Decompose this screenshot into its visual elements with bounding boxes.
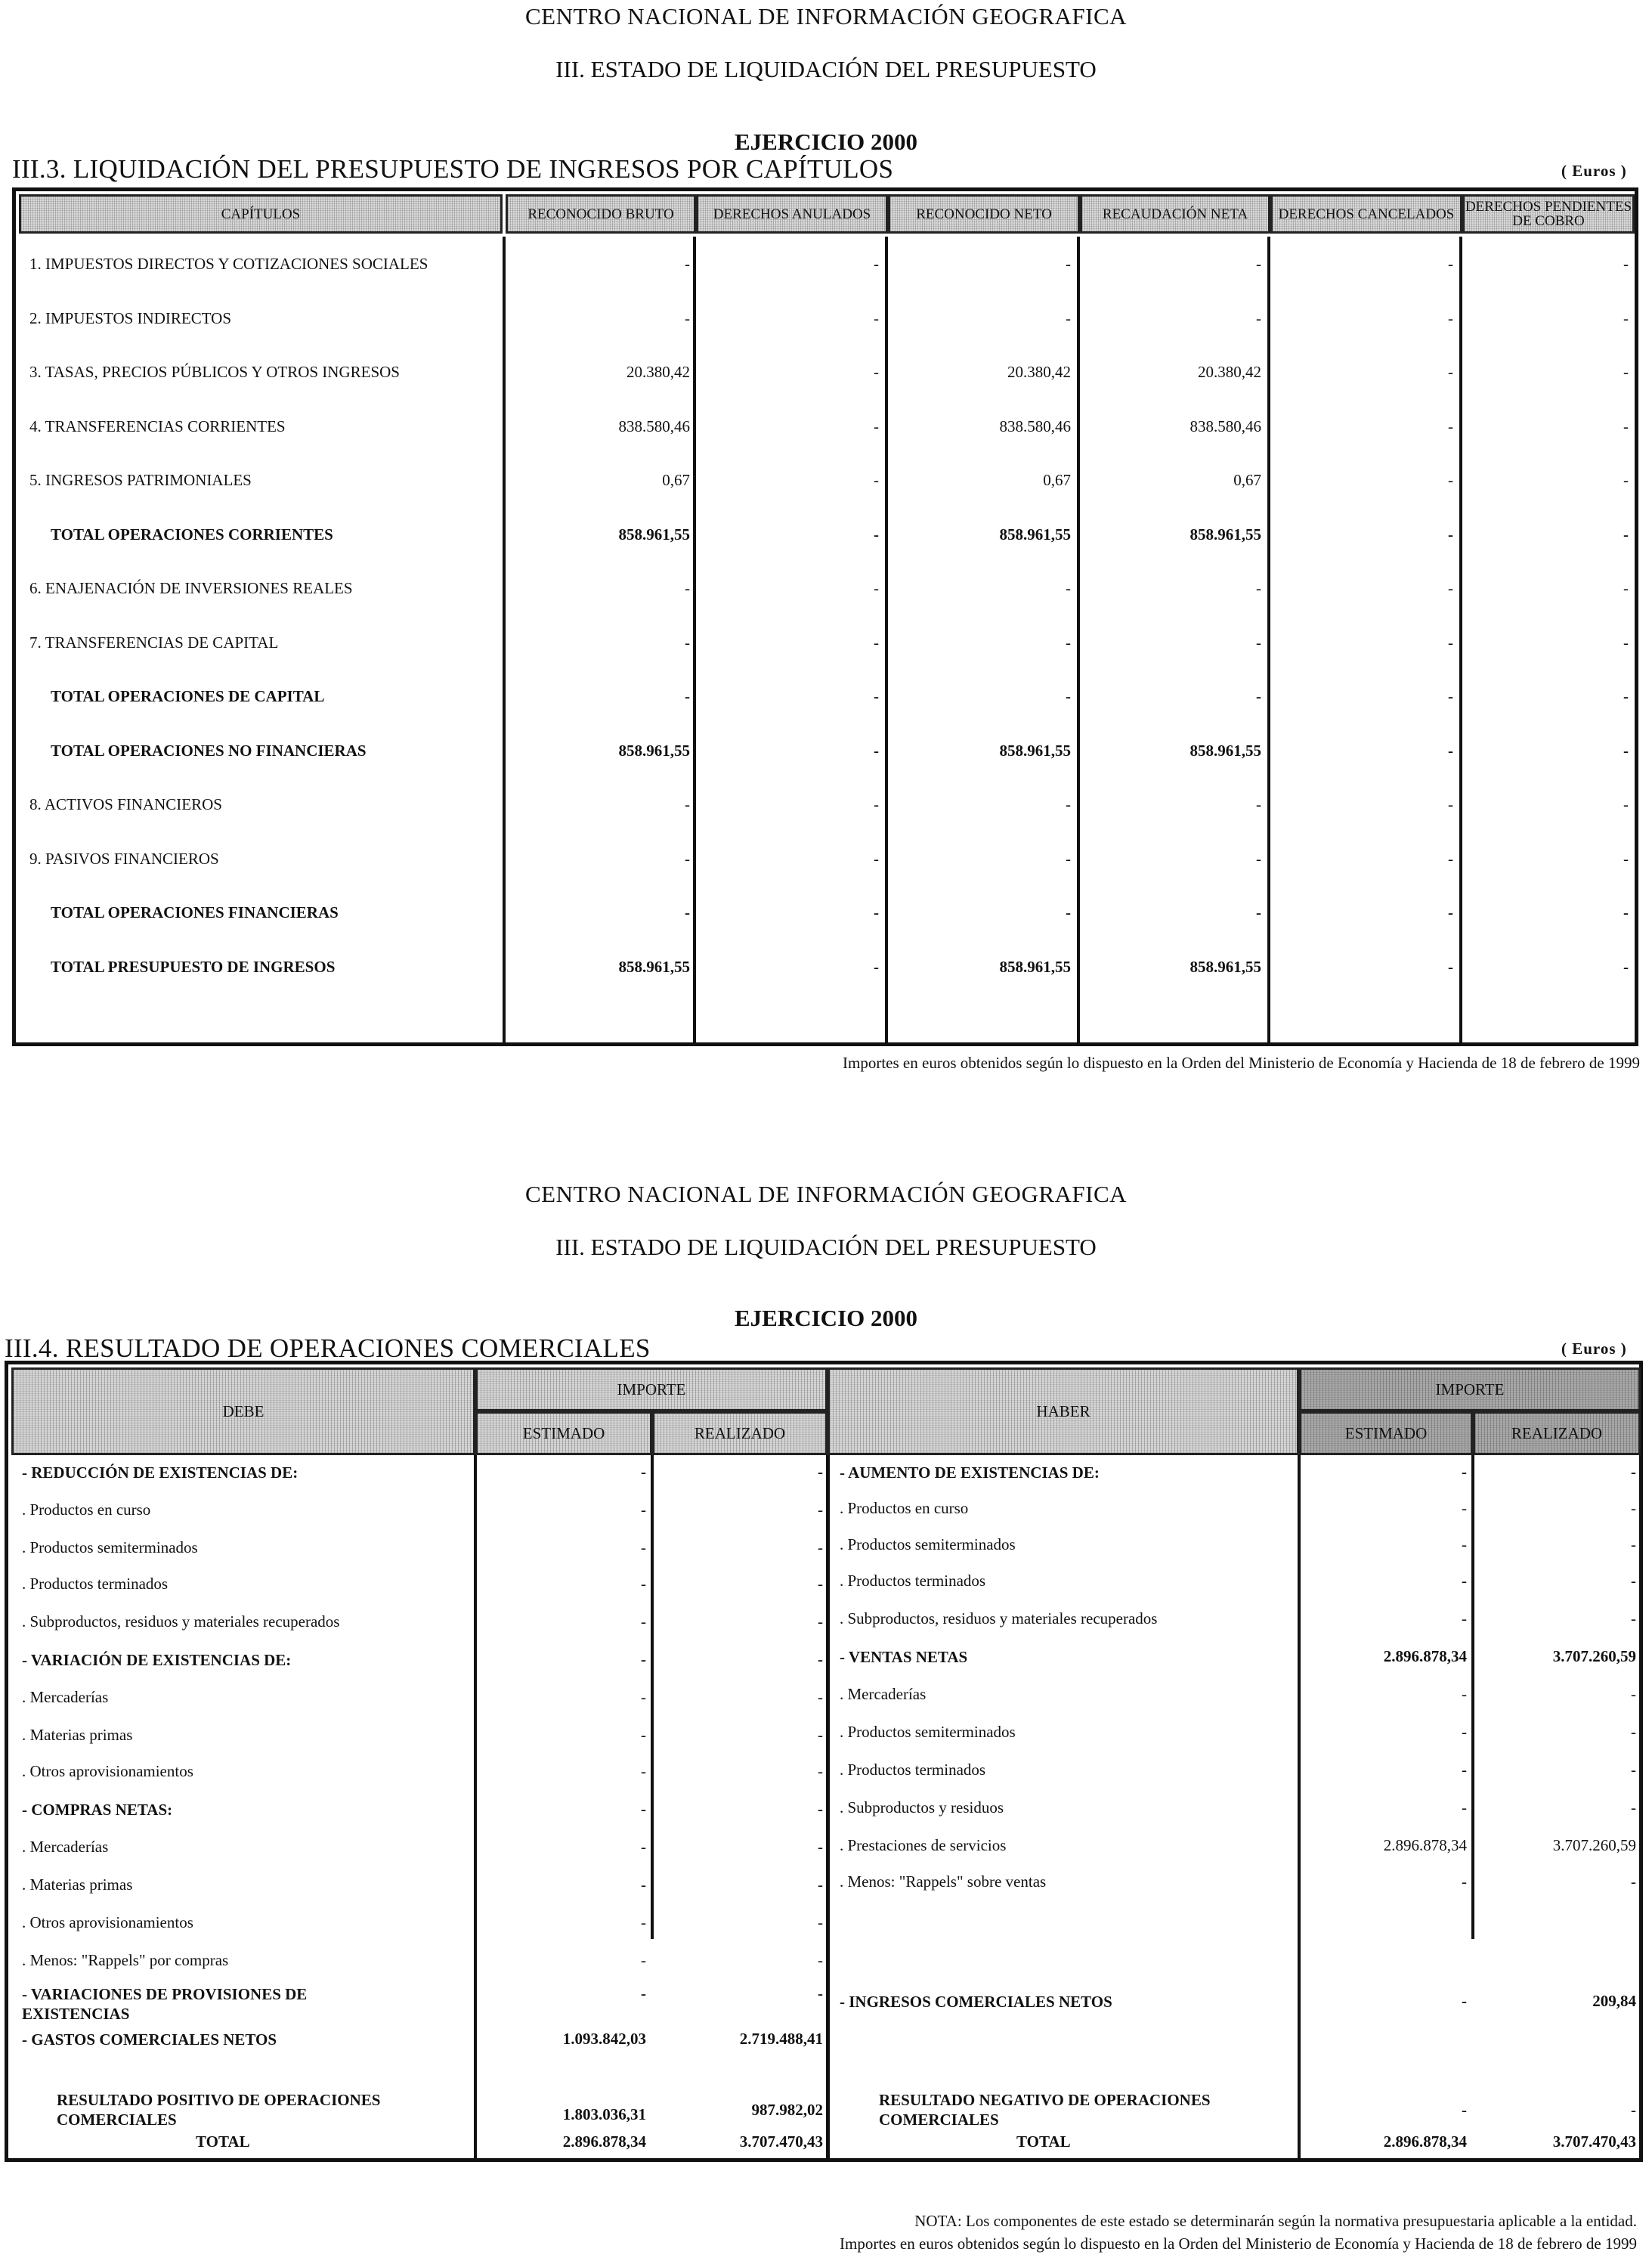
table1-cell: 858.961,55: [618, 525, 690, 544]
table1-cell: -: [1256, 850, 1261, 868]
debe-row-estimado: -: [641, 1800, 646, 1818]
table1-cell: -: [1448, 255, 1453, 273]
debe-row-label: . Mercaderías: [22, 1688, 109, 1706]
debe-row-label: . Materias primas: [22, 1726, 133, 1744]
haber-row-estimado: -: [1462, 1992, 1467, 2010]
table1-cell: -: [1066, 687, 1071, 705]
table1-cell: -: [1448, 742, 1453, 760]
table1-title: III.3. LIQUIDACIÓN DEL PRESUPUESTO DE INGRESOS POR CAPÍTULOS: [12, 154, 894, 184]
table1-cell: -: [685, 850, 690, 868]
resultado-positivo-label: RESULTADO POSITIVO DE OPERACIONES COMERCIALES: [57, 2091, 381, 2129]
debe-row-estimado: -: [641, 1984, 646, 2002]
debe-row-realizado: -: [818, 1463, 823, 1481]
table1-cell: -: [874, 633, 879, 652]
header-importe-debe: IMPORTE: [475, 1367, 828, 1411]
debe-row-realizado: -: [818, 1650, 823, 1668]
haber-row-realizado: -: [1631, 1609, 1636, 1628]
haber-row-label: . Productos semiterminados: [840, 1723, 1016, 1741]
resultado-positivo-estimado: 1.803.036,31: [562, 2105, 646, 2123]
haber-row-estimado: -: [1462, 1463, 1467, 1481]
haber-row-estimado: -: [1462, 1761, 1467, 1779]
table1-cell: -: [874, 363, 879, 381]
haber-row-realizado: 3.707.260,59: [1552, 1647, 1636, 1665]
table1-cell: -: [874, 850, 879, 868]
total-haber-realizado: 3.707.470,43: [1552, 2132, 1636, 2151]
table1-cell: -: [1448, 417, 1453, 435]
table1-cell: 838.580,46: [618, 417, 690, 435]
debe-row-label: - VARIACIÓN DE EXISTENCIAS DE:: [22, 1651, 292, 1669]
debe-row-estimado: -: [641, 1650, 646, 1668]
header-derechos-cancelados: DERECHOS CANCELADOS: [1270, 194, 1462, 234]
table1-cell: -: [685, 633, 690, 652]
table1-cell: -: [1256, 795, 1261, 813]
header-debe: DEBE: [11, 1367, 475, 1455]
table1-cell: -: [1448, 633, 1453, 652]
page1-section-title: III. ESTADO DE LIQUIDACIÓN DEL PRESUPUESTO: [555, 56, 1097, 82]
table1-row-label: TOTAL OPERACIONES CORRIENTES: [51, 525, 333, 544]
haber-row-estimado: -: [1462, 1872, 1467, 1891]
commercial-operations-table: [5, 1361, 1643, 2162]
total-haber-label: TOTAL: [1016, 2132, 1071, 2151]
table1-row-label: 8. ACTIVOS FINANCIEROS: [29, 795, 222, 813]
table1-cell: -: [1448, 795, 1453, 813]
header-derechos-pendientes: DERECHOS PENDIENTES DE COBRO: [1462, 194, 1635, 234]
debe-row-label: - COMPRAS NETAS:: [22, 1801, 173, 1819]
table1-units: ( Euros ): [1561, 162, 1627, 180]
table1-cell: -: [874, 525, 879, 544]
haber-row-estimado: -: [1462, 1723, 1467, 1741]
table1-cell: -: [685, 795, 690, 813]
debe-row-estimado: -: [641, 1501, 646, 1519]
table1-cell: 20.380,42: [1007, 363, 1071, 381]
table1-cell: -: [1623, 579, 1629, 597]
haber-row-realizado: 3.707.260,59: [1552, 1836, 1636, 1854]
table1-cell: 858.961,55: [1190, 742, 1261, 760]
table1-cell: 20.380,42: [626, 363, 690, 381]
haber-row-realizado: -: [1631, 1798, 1636, 1816]
page2-ejercicio: EJERCICIO 2000: [734, 1305, 917, 1331]
table1-cell: -: [1448, 525, 1453, 544]
haber-row-realizado: -: [1631, 1463, 1636, 1481]
total-haber-estimado: 2.896.878,34: [1383, 2132, 1467, 2151]
table1-row-label: 3. TASAS, PRECIOS PÚBLICOS Y OTROS INGRESOS: [29, 363, 400, 381]
page2-section-title: III. ESTADO DE LIQUIDACIÓN DEL PRESUPUESTO: [555, 1234, 1097, 1260]
resultado-negativo-realizado: -: [1631, 2101, 1636, 2119]
table1-cell: 838.580,46: [1190, 417, 1261, 435]
table1-cell: 0,67: [662, 471, 690, 489]
table1-row-label: 6. ENAJENACIÓN DE INVERSIONES REALES: [29, 579, 353, 597]
table1-cell: -: [1066, 579, 1071, 597]
table1-cell: -: [1623, 363, 1629, 381]
haber-row-label: . Prestaciones de servicios: [840, 1836, 1007, 1854]
table2-nota: NOTA: Los componentes de este estado se determinarán según la normativa presupuestaria aplicable a la entidad.: [914, 2212, 1637, 2230]
table1-cell: 0,67: [1043, 471, 1071, 489]
debe-row-estimado: 1.093.842,03: [562, 2030, 646, 2048]
header-realizado-debe: REALIZADO: [652, 1411, 828, 1455]
table1-cell: -: [1623, 633, 1629, 652]
table1-cell: -: [1066, 903, 1071, 921]
debe-row-estimado: -: [641, 1575, 646, 1593]
table1-cell: -: [685, 255, 690, 273]
haber-row-estimado: -: [1462, 1609, 1467, 1628]
debe-row-estimado: -: [641, 1838, 646, 1856]
table1-cell: -: [874, 471, 879, 489]
table1-cell: 838.580,46: [999, 417, 1071, 435]
table1-row-label: TOTAL OPERACIONES DE CAPITAL: [51, 687, 325, 705]
debe-row-label: . Subproductos, residuos y materiales recuperados: [22, 1612, 340, 1631]
debe-row-label: . Productos en curso: [22, 1501, 151, 1519]
table1-row-label: 7. TRANSFERENCIAS DE CAPITAL: [29, 633, 279, 652]
debe-row-label: . Productos semiterminados: [22, 1538, 198, 1556]
table1-cell: -: [1066, 309, 1071, 327]
haber-row-realizado: -: [1631, 1572, 1636, 1590]
resultado-positivo-realizado: 987.982,02: [751, 2101, 823, 2119]
table1-cell: -: [1623, 255, 1629, 273]
debe-row-realizado: -: [818, 1688, 823, 1706]
table1-cell: -: [1623, 850, 1629, 868]
page1-org-title: CENTRO NACIONAL DE INFORMACIÓN GEOGRAFICA: [524, 3, 1128, 29]
table1-cell: -: [1256, 309, 1261, 327]
table1-cell: -: [1256, 633, 1261, 652]
haber-row-estimado: -: [1462, 1685, 1467, 1703]
table1-cell: -: [1256, 255, 1261, 273]
debe-row-realizado: -: [818, 1612, 823, 1631]
table1-row-label: 1. IMPUESTOS DIRECTOS Y COTIZACIONES SOCIALES: [29, 255, 428, 273]
table2-title: III.4. RESULTADO DE OPERACIONES COMERCIALES: [5, 1333, 651, 1363]
table1-cell: -: [1256, 903, 1261, 921]
header-haber: HABER: [828, 1367, 1299, 1455]
haber-row-estimado: -: [1462, 1535, 1467, 1553]
table2-footnote: Importes en euros obtenidos según lo dispuesto en la Orden del Ministerio de Economía y Hacienda de 18 de febrero de 1999: [840, 2235, 1637, 2253]
income-budget-table: [12, 187, 1638, 1046]
column-divider: [826, 1455, 830, 2158]
table1-cell: 858.961,55: [618, 742, 690, 760]
debe-row-label: . Materias primas: [22, 1875, 133, 1894]
debe-row-realizado: -: [818, 1501, 823, 1519]
haber-row-label: . Menos: "Rappels" sobre ventas: [840, 1872, 1047, 1891]
haber-row-label: - VENTAS NETAS: [840, 1648, 968, 1666]
table1-cell: 858.961,55: [999, 742, 1071, 760]
table1-cell: -: [1448, 958, 1453, 976]
table1-cell: 858.961,55: [999, 958, 1071, 976]
debe-row-realizado: 2.719.488,41: [739, 2030, 823, 2048]
table1-cell: -: [1623, 687, 1629, 705]
table1-row-label: TOTAL OPERACIONES FINANCIERAS: [51, 903, 339, 921]
debe-row-realizado: -: [818, 1726, 823, 1744]
debe-row-realizado: -: [818, 1538, 823, 1556]
header-estimado-haber: ESTIMADO: [1299, 1411, 1473, 1455]
table1-cell: -: [1623, 958, 1629, 976]
table1-cell: -: [685, 903, 690, 921]
haber-row-label: . Productos semiterminados: [840, 1535, 1016, 1553]
table1-cell: -: [685, 687, 690, 705]
haber-row-estimado: -: [1462, 1798, 1467, 1816]
debe-row-realizado: -: [818, 1800, 823, 1818]
table2-units: ( Euros ): [1561, 1340, 1627, 1358]
haber-row-estimado: -: [1462, 1499, 1467, 1517]
table1-cell: -: [1066, 795, 1071, 813]
table1-cell: -: [1066, 850, 1071, 868]
table1-cell: -: [1448, 471, 1453, 489]
table1-cell: -: [1623, 417, 1629, 435]
debe-row-realizado: -: [818, 1984, 823, 2002]
table1-cell: -: [874, 903, 879, 921]
haber-row-realizado: -: [1631, 1872, 1636, 1891]
table1-cell: 858.961,55: [999, 525, 1071, 544]
total-debe-estimado: 2.896.878,34: [562, 2132, 646, 2151]
header-reconocido-neto: RECONOCIDO NETO: [888, 194, 1080, 234]
table1-cell: -: [1623, 525, 1629, 544]
header-capitulos: CAPÍTULOS: [19, 194, 503, 234]
haber-row-label: - INGRESOS COMERCIALES NETOS: [840, 1993, 1112, 2011]
haber-row-realizado: -: [1631, 1685, 1636, 1703]
haber-row-label: . Mercaderías: [840, 1685, 927, 1703]
debe-row-label: . Otros aprovisionamientos: [22, 1913, 193, 1931]
table1-cell: -: [1448, 687, 1453, 705]
table1-cell: 20.380,42: [1198, 363, 1261, 381]
debe-row-realizado: -: [818, 1838, 823, 1856]
debe-row-label: . Mercaderías: [22, 1838, 109, 1856]
haber-row-label: . Subproductos, residuos y materiales recuperados: [840, 1609, 1158, 1628]
debe-row-label: - REDUCCIÓN DE EXISTENCIAS DE:: [22, 1463, 299, 1482]
table1-cell: -: [874, 687, 879, 705]
table1-cell: -: [1623, 795, 1629, 813]
table1-cell: -: [874, 795, 879, 813]
table1-row-label: 5. INGRESOS PATRIMONIALES: [29, 471, 252, 489]
haber-row-label: . Productos en curso: [840, 1499, 969, 1517]
table1-cell: -: [874, 255, 879, 273]
total-debe-realizado: 3.707.470,43: [739, 2132, 823, 2151]
haber-row-realizado: 209,84: [1592, 1992, 1636, 2010]
haber-row-label: . Productos terminados: [840, 1572, 986, 1590]
debe-row-label: . Productos terminados: [22, 1575, 169, 1593]
table1-cell: 858.961,55: [1190, 525, 1261, 544]
table1-cell: -: [874, 309, 879, 327]
debe-row-estimado: -: [641, 1762, 646, 1780]
table1-cell: -: [1448, 363, 1453, 381]
haber-row-realizado: -: [1631, 1499, 1636, 1517]
debe-row-estimado: -: [641, 1612, 646, 1631]
debe-row-estimado: -: [641, 1538, 646, 1556]
header-estimado-debe: ESTIMADO: [475, 1411, 652, 1455]
debe-row-label: . Otros aprovisionamientos: [22, 1762, 193, 1780]
table1-row-label: 2. IMPUESTOS INDIRECTOS: [29, 309, 232, 327]
table1-cell: -: [1448, 579, 1453, 597]
resultado-negativo-estimado: -: [1462, 2101, 1467, 2119]
table1-cell: -: [685, 579, 690, 597]
haber-row-estimado: -: [1462, 1572, 1467, 1590]
haber-row-realizado: -: [1631, 1723, 1636, 1741]
haber-row-estimado: 2.896.878,34: [1383, 1647, 1467, 1665]
debe-row-realizado: -: [818, 1951, 823, 1969]
total-debe-label: TOTAL: [196, 2132, 250, 2151]
resultado-negativo-label: RESULTADO NEGATIVO DE OPERACIONES COMERCIALES: [879, 2091, 1211, 2129]
table1-cell: -: [874, 417, 879, 435]
table1-row-label: TOTAL PRESUPUESTO DE INGRESOS: [51, 958, 336, 976]
table1-cell: -: [1066, 255, 1071, 273]
table1-cell: -: [1623, 309, 1629, 327]
table1-cell: -: [1623, 903, 1629, 921]
haber-row-label: . Productos terminados: [840, 1761, 986, 1779]
table1-cell: -: [874, 958, 879, 976]
debe-row-realizado: -: [818, 1875, 823, 1894]
header-reconocido-bruto: RECONOCIDO BRUTO: [506, 194, 696, 234]
debe-row-realizado: -: [818, 1762, 823, 1780]
page1-ejercicio: EJERCICIO 2000: [734, 129, 917, 155]
header-recaudacion-neta: RECAUDACIÓN NETA: [1080, 194, 1270, 234]
debe-row-label: . Menos: "Rappels" por compras: [22, 1951, 229, 1969]
table1-cell: -: [685, 309, 690, 327]
debe-row-estimado: -: [641, 1951, 646, 1969]
table1-cell: -: [1623, 471, 1629, 489]
debe-row-realizado: -: [818, 1575, 823, 1593]
table1-cell: 0,67: [1233, 471, 1261, 489]
table1-cell: -: [1448, 309, 1453, 327]
table1-cell: -: [1448, 903, 1453, 921]
header-derechos-anulados: DERECHOS ANULADOS: [696, 194, 888, 234]
table1-cell: -: [874, 742, 879, 760]
debe-row-realizado: -: [818, 1913, 823, 1931]
page2-org-title: CENTRO NACIONAL DE INFORMACIÓN GEOGRAFICA: [524, 1181, 1128, 1207]
table1-cell: -: [1256, 687, 1261, 705]
header-importe-haber: IMPORTE: [1299, 1367, 1641, 1411]
debe-row-estimado: -: [641, 1875, 646, 1894]
haber-row-label: - AUMENTO DE EXISTENCIAS DE:: [840, 1463, 1100, 1482]
table1-row-label: TOTAL OPERACIONES NO FINANCIERAS: [51, 742, 367, 760]
table1-cell: -: [1623, 742, 1629, 760]
table1-cell: -: [874, 579, 879, 597]
table1-cell: -: [1066, 633, 1071, 652]
table1-cell: -: [1256, 579, 1261, 597]
haber-row-estimado: 2.896.878,34: [1383, 1836, 1467, 1854]
debe-row-estimado: -: [641, 1688, 646, 1706]
table1-row-label: 9. PASIVOS FINANCIEROS: [29, 850, 219, 868]
debe-row-estimado: -: [641, 1913, 646, 1931]
table1-cell: -: [1448, 850, 1453, 868]
debe-row-label: - GASTOS COMERCIALES NETOS: [22, 2030, 277, 2049]
haber-row-label: . Subproductos y residuos: [840, 1798, 1004, 1816]
debe-row-estimado: -: [641, 1726, 646, 1744]
table1-cell: 858.961,55: [1190, 958, 1261, 976]
haber-row-realizado: -: [1631, 1761, 1636, 1779]
header-realizado-haber: REALIZADO: [1473, 1411, 1641, 1455]
debe-row-label: - VARIACIONES DE PROVISIONES DE EXISTENCIAS: [22, 1985, 308, 2023]
table1-footnote: Importes en euros obtenidos según lo dispuesto en la Orden del Ministerio de Economía y Hacienda de 18 de febrero de 1999: [843, 1054, 1640, 1072]
haber-row-realizado: -: [1631, 1535, 1636, 1553]
debe-row-estimado: -: [641, 1463, 646, 1481]
table1-row-label: 4. TRANSFERENCIAS CORRIENTES: [29, 417, 286, 435]
table1-cell: 858.961,55: [618, 958, 690, 976]
